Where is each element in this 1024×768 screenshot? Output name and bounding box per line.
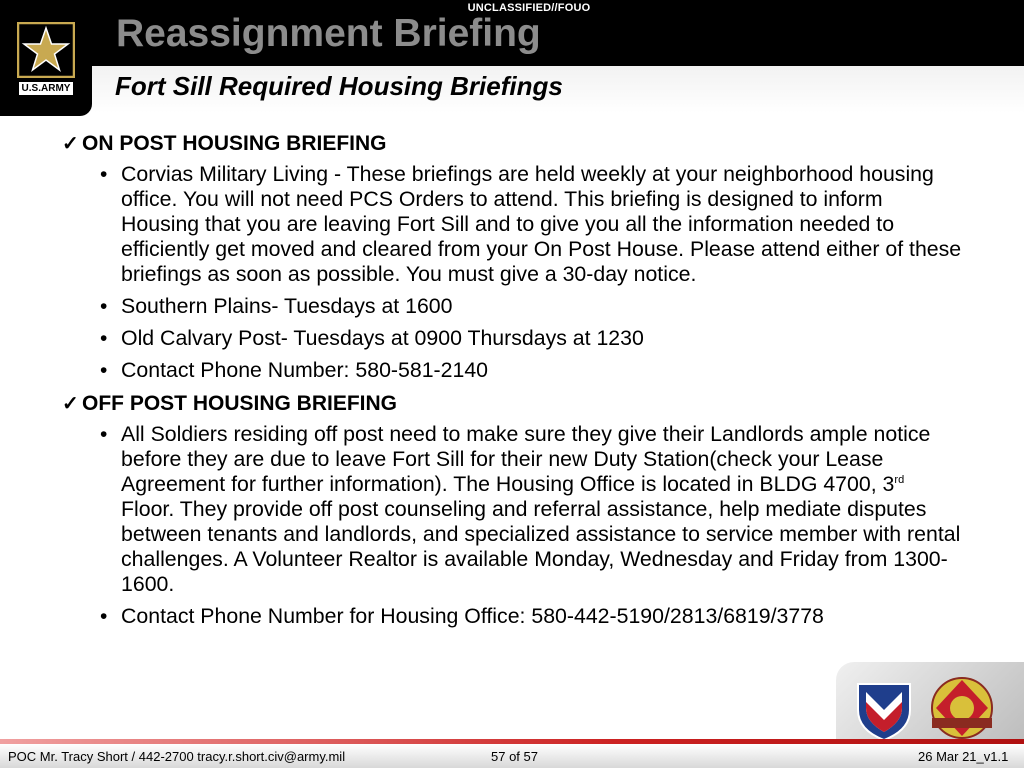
checkmark-icon: ✓ [62,133,79,155]
footer-poc: POC Mr. Tracy Short / 442-2700 tracy.r.short.civ@army.mil [8,749,346,764]
list-item-text: Corvias Military Living - These briefings are held weekly at your neighborhood housing office. You will not need PCS Orders to attend. This briefing is designed to inform Housing that you are leaving Fort Sill and to give you all the information needed to efficiently get moved and cleared from your On Post House. Please attend either of these briefings as soon as possible. You must give a 30-day notice. [121,162,962,286]
superscript-text: rd [894,473,905,486]
list-item-text: Old Calvary Post- Tuesdays at 0900 Thursdays at 1230 [121,326,644,350]
bullet-dot-icon: • [100,327,108,350]
bullet-dot-icon: • [100,295,108,318]
section-heading-off-post [62,390,962,418]
on-post-bullet-list [62,162,962,383]
list-item-text: Contact Phone Number for Housing Office: 580-442-5190/2813/6819/3778 [121,604,824,628]
list-item-text: Southern Plains- Tuesdays at 1600 [121,294,453,318]
bullet-dot-icon: • [100,359,108,382]
slide-title: Reassignment Briefing [116,12,541,55]
page-number: 57 of 57 [491,749,538,764]
list-item-text: All Soldiers residing off post need to make sure they give their Landlords ample notice before they are due to leave Fort Sill for their new Duty Station(check your Lease Agreement for further information). The Housing Office is located in BLDG 4700, 3 [121,422,931,496]
list-item-text: Contact Phone Number: 580-581-2140 [121,358,489,382]
army-star-icon [17,22,75,78]
version-label: 26 Mar 21_v1.1 [918,749,1009,764]
list-item [100,326,962,351]
support-crest-insignia-icon [932,678,992,738]
bullet-dot-icon: • [100,163,108,186]
off-post-bullet-list [62,422,962,629]
list-item [100,604,962,629]
amc-shield-insignia-icon [858,684,910,740]
bullet-dot-icon: • [100,423,108,446]
unit-insignia-group [836,662,1024,742]
slide-subtitle: Fort Sill Required Housing Briefings [115,71,563,101]
list-item [100,422,962,597]
section-heading-text: OFF POST HOUSING BRIEFING [82,392,398,415]
section-heading-text: ON POST HOUSING BRIEFING [82,132,387,155]
classification-label: UNCLASSIFIED//FOUO [467,2,591,14]
list-item [100,358,962,383]
footer-corner-art [836,662,1024,742]
section-heading-on-post [62,130,962,158]
logo-text: U.S.ARMY [19,82,73,95]
army-logo [0,0,92,116]
list-item-text-continued: Floor. They provide off post counseling and referral assistance, help mediate disputes between tenants and landlords, and specialized assistance to service member with rental challenges. A Volunteer Realtor is available Monday, Wednesday and Friday from 1300-1600. [121,497,961,596]
list-item [100,294,962,319]
checkmark-icon: ✓ [62,393,79,415]
list-item [100,162,962,287]
bullet-dot-icon: • [100,605,108,628]
slide-content [62,130,962,636]
